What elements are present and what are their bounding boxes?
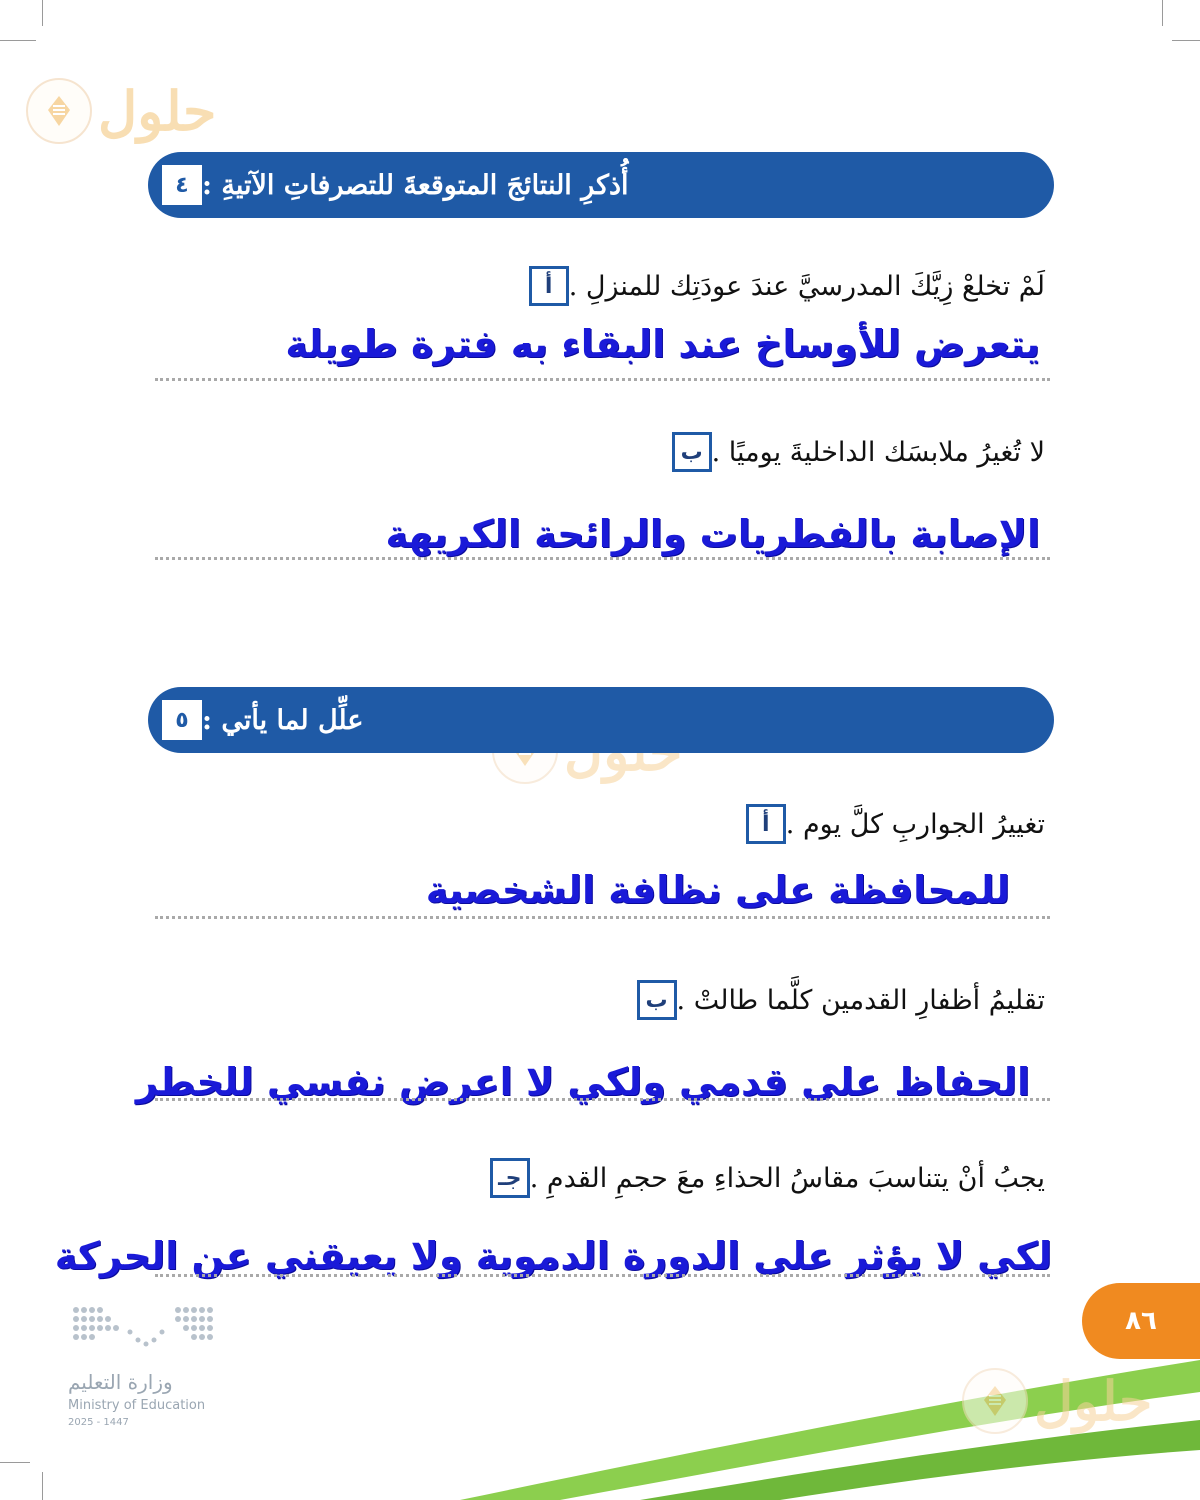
ministry-name-arabic: وزارة التعليم [68, 1370, 173, 1394]
question-5b [619, 980, 1045, 1020]
section-number: ٤ [162, 165, 202, 205]
section-number: ٥ [162, 700, 202, 740]
watermark-logo [962, 1368, 1152, 1434]
answer-line [155, 916, 1050, 919]
answer-line [155, 557, 1050, 560]
section-5-header [148, 687, 1054, 753]
crop-mark [1172, 40, 1200, 41]
question-text: تغييرُ الجواربِ كلَّ يوم . [785, 808, 1045, 840]
crop-mark [42, 0, 43, 26]
question-4b [654, 432, 1045, 472]
ministry-year: 2025 - 1447 [68, 1417, 129, 1428]
answer-line [155, 1098, 1050, 1101]
section-4-header [148, 152, 1054, 218]
question-letter: أ [746, 804, 786, 844]
answer-5c: لكي لا يؤثر على الدورة الدموية ولا يعيقني عن الحركة [54, 1234, 1052, 1278]
ministry-name-english: Ministry of Education [68, 1398, 206, 1413]
page-number: ٨٦ [1082, 1283, 1200, 1359]
question-4a [511, 266, 1045, 306]
answer-5a: للمحافظة على نظافة الشخصية [425, 868, 1010, 912]
question-letter: أ [529, 266, 569, 306]
ministry-emblem-icon [68, 1302, 218, 1352]
section-title: علِّل لما يأتي : [202, 704, 364, 736]
ministry-logo [68, 1302, 228, 1428]
question-5c [472, 1158, 1045, 1198]
question-letter: ب [637, 980, 677, 1020]
crop-mark [1162, 0, 1163, 26]
answer-5b: الحفاظ على قدمي ولكي لا اعرض نفسي للخطر [135, 1060, 1030, 1104]
question-text: تقليمُ أظفارِ القدمين كلَّما طالتْ . [676, 984, 1045, 1016]
watermark-text: حلول [1034, 1369, 1153, 1433]
question-5a [728, 804, 1045, 844]
crop-mark [0, 40, 36, 41]
question-text: يجبُ أنْ يتناسبَ مقاسُ الحذاءِ معَ حجمِ القدمِ . [529, 1162, 1045, 1194]
watermark-icon [26, 78, 92, 144]
question-letter: جـ [490, 1158, 530, 1198]
answer-4a: يتعرض للأوساخ عند البقاء به فترة طويلة [285, 322, 1040, 366]
answer-line [155, 1274, 1050, 1277]
question-text: لا تُغيرُ ملابسَك الداخليةَ يوميًا . [711, 436, 1045, 468]
watermark-logo [26, 78, 216, 144]
section-title: أُذكرِ النتائجَ المتوقعةَ للتصرفاتِ الآتيةِ : [202, 169, 629, 201]
answer-line [155, 378, 1050, 381]
watermark-text: حلول [98, 79, 217, 143]
watermark-icon [962, 1368, 1028, 1434]
question-text: لَمْ تخلعْ زِيَّكَ المدرسيَّ عندَ عودَتِك للمنزلِ . [568, 270, 1045, 302]
question-letter: ب [672, 432, 712, 472]
answer-4b: الإصابة بالفطريات والرائحة الكريهة [385, 512, 1040, 556]
